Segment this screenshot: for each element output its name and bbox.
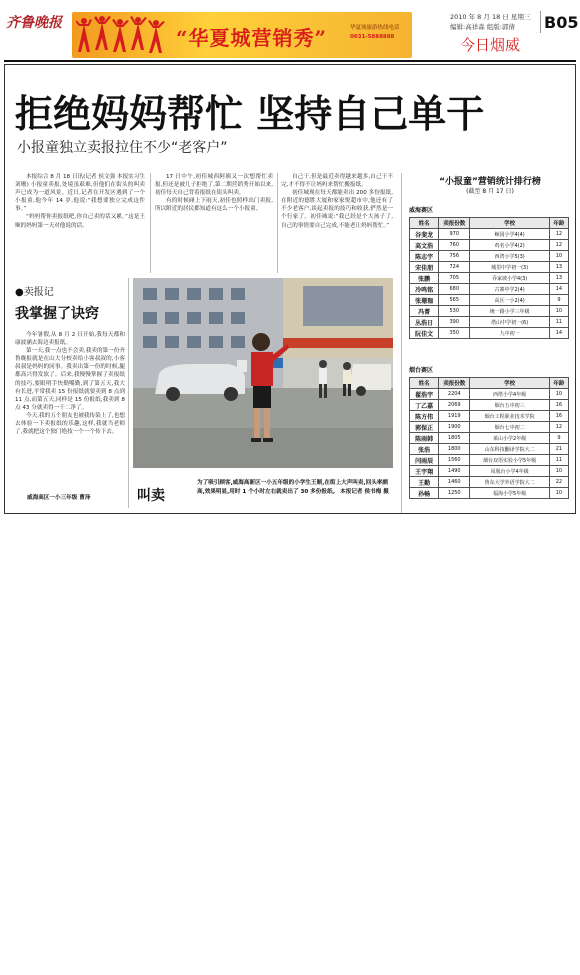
age-cell: 12 — [549, 240, 568, 251]
name-cell: 翟浩宇 — [410, 389, 439, 400]
region-label-yantai: 烟台赛区 — [409, 367, 434, 374]
school-cell: 塔山中学初一(6) — [470, 317, 550, 328]
column-header: 年龄 — [549, 378, 568, 389]
school-cell: 统一路小学三年级 — [470, 306, 550, 317]
name-cell: 高文浩 — [410, 240, 439, 251]
news-photo — [133, 278, 393, 468]
paragraph: 17 日中午,初佳城西阿姨又一次想帮忙卖报,但还是被儿子拒绝了,第二期营销秀开始以来,初佳每天自己背着报纸在街头叫卖。 — [155, 174, 273, 197]
school-cell: 烟台七中初二 — [470, 422, 550, 433]
article-headline: 拒绝妈妈帮忙 坚持自己单干 — [15, 91, 485, 136]
name-cell: 冯菁 — [410, 306, 439, 317]
issue-date: 2010 年 8 月 18 日 星期三 — [450, 13, 531, 21]
sidebar-title: 我掌握了诀窍 — [15, 306, 99, 322]
column-divider — [128, 278, 129, 508]
count-cell: 760 — [439, 240, 470, 251]
editor-credits: 编辑:高祥森 组版:郭倩 — [450, 23, 515, 31]
column-header: 学校 — [470, 218, 550, 229]
count-cell: 1490 — [439, 466, 470, 477]
column-header: 卖报份数 — [439, 378, 470, 389]
name-cell: 张鹏 — [410, 273, 439, 284]
table-row — [410, 477, 569, 488]
table-row — [410, 328, 569, 339]
age-cell: 13 — [549, 273, 568, 284]
photo-caption: 为了吸引顾客,威海高新区一小五年级的小学生王顺,在街上大声叫卖,回头率颇高,效果明显,用时 1 个小时左右就卖出了 30 多份报纸。 本报记者 侯书梅 摄 — [197, 480, 389, 495]
age-cell: 10 — [549, 389, 568, 400]
banner-hotline-label: 华夏城旅游热线电话 — [350, 25, 400, 31]
count-cell: 1805 — [439, 433, 470, 444]
table-row — [410, 284, 569, 295]
school-cell: 城里中学初一(3) — [470, 262, 550, 273]
photo-caption-lead: 叫卖 — [137, 488, 165, 504]
paragraph: 第一天,我一点也不会卖,我卖的第一份齐鲁晚报就是在山大分校卖给小客叔叔的,小客叔叔是妈妈的同事。我卖出第一份的时候,腿都高兴得发软了。后来,我慢慢掌握了卖报纸的技巧,要眼明手快勤嘴勤,到了第五天,我大有长进,平常我卖 15 份报纸就要卖到 8 点到 11 点,而第五天,同样是 15 份报纸,我卖到 8 点 43 分就卖得一干二净了。 — [15, 348, 125, 411]
paragraph: 自己干,但是最近卖得越来越多,自己干不完,才不得不让妈妈来帮忙搬报纸。 — [281, 174, 393, 189]
table-header-row — [410, 378, 569, 389]
age-cell: 22 — [549, 477, 568, 488]
sidebar-kicker: ●卖报记 — [15, 287, 54, 298]
article-column-1 — [15, 173, 145, 230]
table-row — [410, 455, 569, 466]
banner-hotline — [350, 24, 408, 42]
count-cell: 1560 — [439, 455, 470, 466]
name-cell: 王勤 — [410, 477, 439, 488]
table-row — [410, 422, 569, 433]
count-cell: 680 — [439, 284, 470, 295]
age-cell: 13 — [549, 262, 568, 273]
age-cell: 12 — [549, 422, 568, 433]
table-row — [410, 262, 569, 273]
ranking-table-weihai — [409, 217, 569, 339]
region-label-weihai: 威海赛区 — [409, 207, 434, 214]
name-cell: 张珊珈 — [410, 295, 439, 306]
column-divider — [150, 173, 151, 273]
school-cell: 九中初一 — [470, 328, 550, 339]
column-header: 姓名 — [410, 218, 439, 229]
article-column-2 — [155, 173, 273, 213]
table-row — [410, 229, 569, 240]
school-cell: 鲸园小学4(4) — [470, 229, 550, 240]
age-cell: 21 — [549, 444, 568, 455]
table-row — [410, 273, 569, 284]
name-cell: 张浩 — [410, 444, 439, 455]
paragraph: 今天,我的五个朋友也被我传染上了,也想去体验一下卖报纸的乐趣,这样,我就当老师了,我就把这个独门绝技一个一个传下去。 — [15, 412, 125, 436]
table-row — [410, 411, 569, 422]
table-row — [410, 488, 569, 499]
ranking-title: “小报童”营销统计排行榜 — [439, 177, 541, 187]
column-header: 卖报份数 — [439, 218, 470, 229]
promo-banner — [72, 12, 412, 58]
article-column-3 — [281, 173, 393, 230]
count-cell: 565 — [439, 295, 470, 306]
count-cell: 705 — [439, 273, 470, 284]
banner-hotline-number: 0631-5888888 — [350, 34, 395, 40]
count-cell: 350 — [439, 328, 470, 339]
name-cell: 冷鸣铭 — [410, 284, 439, 295]
page-header — [4, 4, 579, 60]
count-cell: 390 — [439, 317, 470, 328]
table-row — [410, 295, 569, 306]
school-cell: 乔家坡小学4(3) — [470, 273, 550, 284]
ranking-table-yantai — [409, 377, 569, 499]
name-cell: 宋佳朋 — [410, 262, 439, 273]
name-cell: 陈志宇 — [410, 251, 439, 262]
jumping-figures-illustration — [76, 14, 168, 56]
name-cell: 阮佳文 — [410, 328, 439, 339]
table-header-row — [410, 218, 569, 229]
age-cell: 16 — [549, 400, 568, 411]
column-divider — [401, 173, 402, 513]
age-cell: 10 — [549, 466, 568, 477]
paragraph: 本报综合 8 月 18 日讯(记者 侯文强 本报实习生 刘珊) 小报童卖报,处境虽艰难,但他们在街头的叫卖声已成为一道风景。近日,记者在开发区遇到了一个小报童,他今年 14 岁,他说:“我想要独立完成这件事。” — [15, 174, 145, 213]
age-cell: 10 — [549, 251, 568, 262]
name-cell: 郭保正 — [410, 422, 439, 433]
school-cell: 烟台五中初三 — [470, 400, 550, 411]
school-cell: 古寨中学2(4) — [470, 284, 550, 295]
column-header: 年龄 — [549, 218, 568, 229]
count-cell: 1800 — [439, 444, 470, 455]
name-cell: 孙畅 — [410, 488, 439, 499]
article-subheadline: 小报童独立卖报拉住不少“老客户” — [17, 140, 228, 156]
age-cell: 11 — [549, 317, 568, 328]
school-cell: 山东科技翻译学院大二 — [470, 444, 550, 455]
newspaper-name: 齐鲁晚报 — [6, 15, 62, 31]
count-cell: 2204 — [439, 389, 470, 400]
count-cell: 1900 — [439, 422, 470, 433]
age-cell: 9 — [549, 433, 568, 444]
count-cell: 2069 — [439, 400, 470, 411]
banner-title: “华夏城营销秀” — [176, 26, 328, 50]
age-cell: 11 — [549, 455, 568, 466]
section-title: 今日烟威 — [460, 36, 521, 54]
school-cell: 鲁东大学外语学院大二 — [470, 477, 550, 488]
age-cell: 14 — [549, 328, 568, 339]
school-cell: 西塔小学4年级 — [470, 389, 550, 400]
count-cell: 970 — [439, 229, 470, 240]
name-cell: 丛浩日 — [410, 317, 439, 328]
newspaper-page — [4, 4, 579, 514]
table-row — [410, 317, 569, 328]
age-cell: 12 — [549, 229, 568, 240]
ranking-date: (截至 8 月 17 日) — [466, 188, 514, 195]
name-cell: 陈方伟 — [410, 411, 439, 422]
age-cell: 10 — [549, 488, 568, 499]
table-row — [410, 240, 569, 251]
school-cell: 福海小学5年级 — [470, 488, 550, 499]
count-cell: 756 — [439, 251, 470, 262]
count-cell: 1919 — [439, 411, 470, 422]
age-cell: 9 — [549, 295, 568, 306]
table-row — [410, 433, 569, 444]
sidebar-byline: 威海高区一小三年级 曹泽 — [27, 495, 91, 501]
age-cell: 14 — [549, 284, 568, 295]
name-cell: 王宇翔 — [410, 466, 439, 477]
paragraph: 有的时候碰上下雨天,初佳也照样出门卖报,所以附近的居民都知道有这么一个小报童。 — [155, 198, 273, 213]
count-cell: 530 — [439, 306, 470, 317]
column-header: 学校 — [470, 378, 550, 389]
name-cell: 闫雨辰 — [410, 455, 439, 466]
school-cell: 烟台双语实验小学5年级 — [470, 455, 550, 466]
age-cell: 16 — [549, 411, 568, 422]
page-number: B05 — [544, 13, 579, 32]
sidebar-body — [15, 331, 125, 436]
table-row — [410, 251, 569, 262]
table-row — [410, 466, 569, 477]
school-cell: 莱山小学2年级 — [470, 433, 550, 444]
table-row — [410, 306, 569, 317]
main-article — [4, 64, 576, 514]
table-row — [410, 400, 569, 411]
name-cell: 丁乙嘉 — [410, 400, 439, 411]
count-cell: 724 — [439, 262, 470, 273]
school-cell: 凤凰台小学4年级 — [470, 466, 550, 477]
column-header: 姓名 — [410, 378, 439, 389]
school-cell: 鸡名小学4(2) — [470, 240, 550, 251]
column-divider — [277, 173, 278, 273]
school-cell: 西湾小学5(3) — [470, 251, 550, 262]
table-row — [410, 444, 569, 455]
name-cell: 谷斐龙 — [410, 229, 439, 240]
age-cell: 10 — [549, 306, 568, 317]
count-cell: 1460 — [439, 477, 470, 488]
count-cell: 1250 — [439, 488, 470, 499]
school-cell: 高区一小2(4) — [470, 295, 550, 306]
name-cell: 陈雨韩 — [410, 433, 439, 444]
paragraph: “妈妈帮你卖报纸吧,你自己卖的话又累。”这是王顺的妈妈第一天对他说的话。 — [15, 214, 145, 229]
table-row — [410, 389, 569, 400]
header-rule — [4, 60, 576, 62]
paragraph: 初佳城现在每天都能卖出 200 多份报纸,在附近的德胜大厦和家家悦超市中,他还有了不少老客户,谈起卖报的技巧和收获,俨然是一个行家了。初佳城说:“我已经是个大孩子了,自己的事情要自己完成,不能老让妈妈帮忙。” — [281, 190, 393, 229]
paragraph: 今年暑假,从 8 月 2 日开始,我每天都和康波涵去海边卖报纸。 — [15, 332, 125, 347]
school-cell: 烟台工程职业技术学院 — [470, 411, 550, 422]
